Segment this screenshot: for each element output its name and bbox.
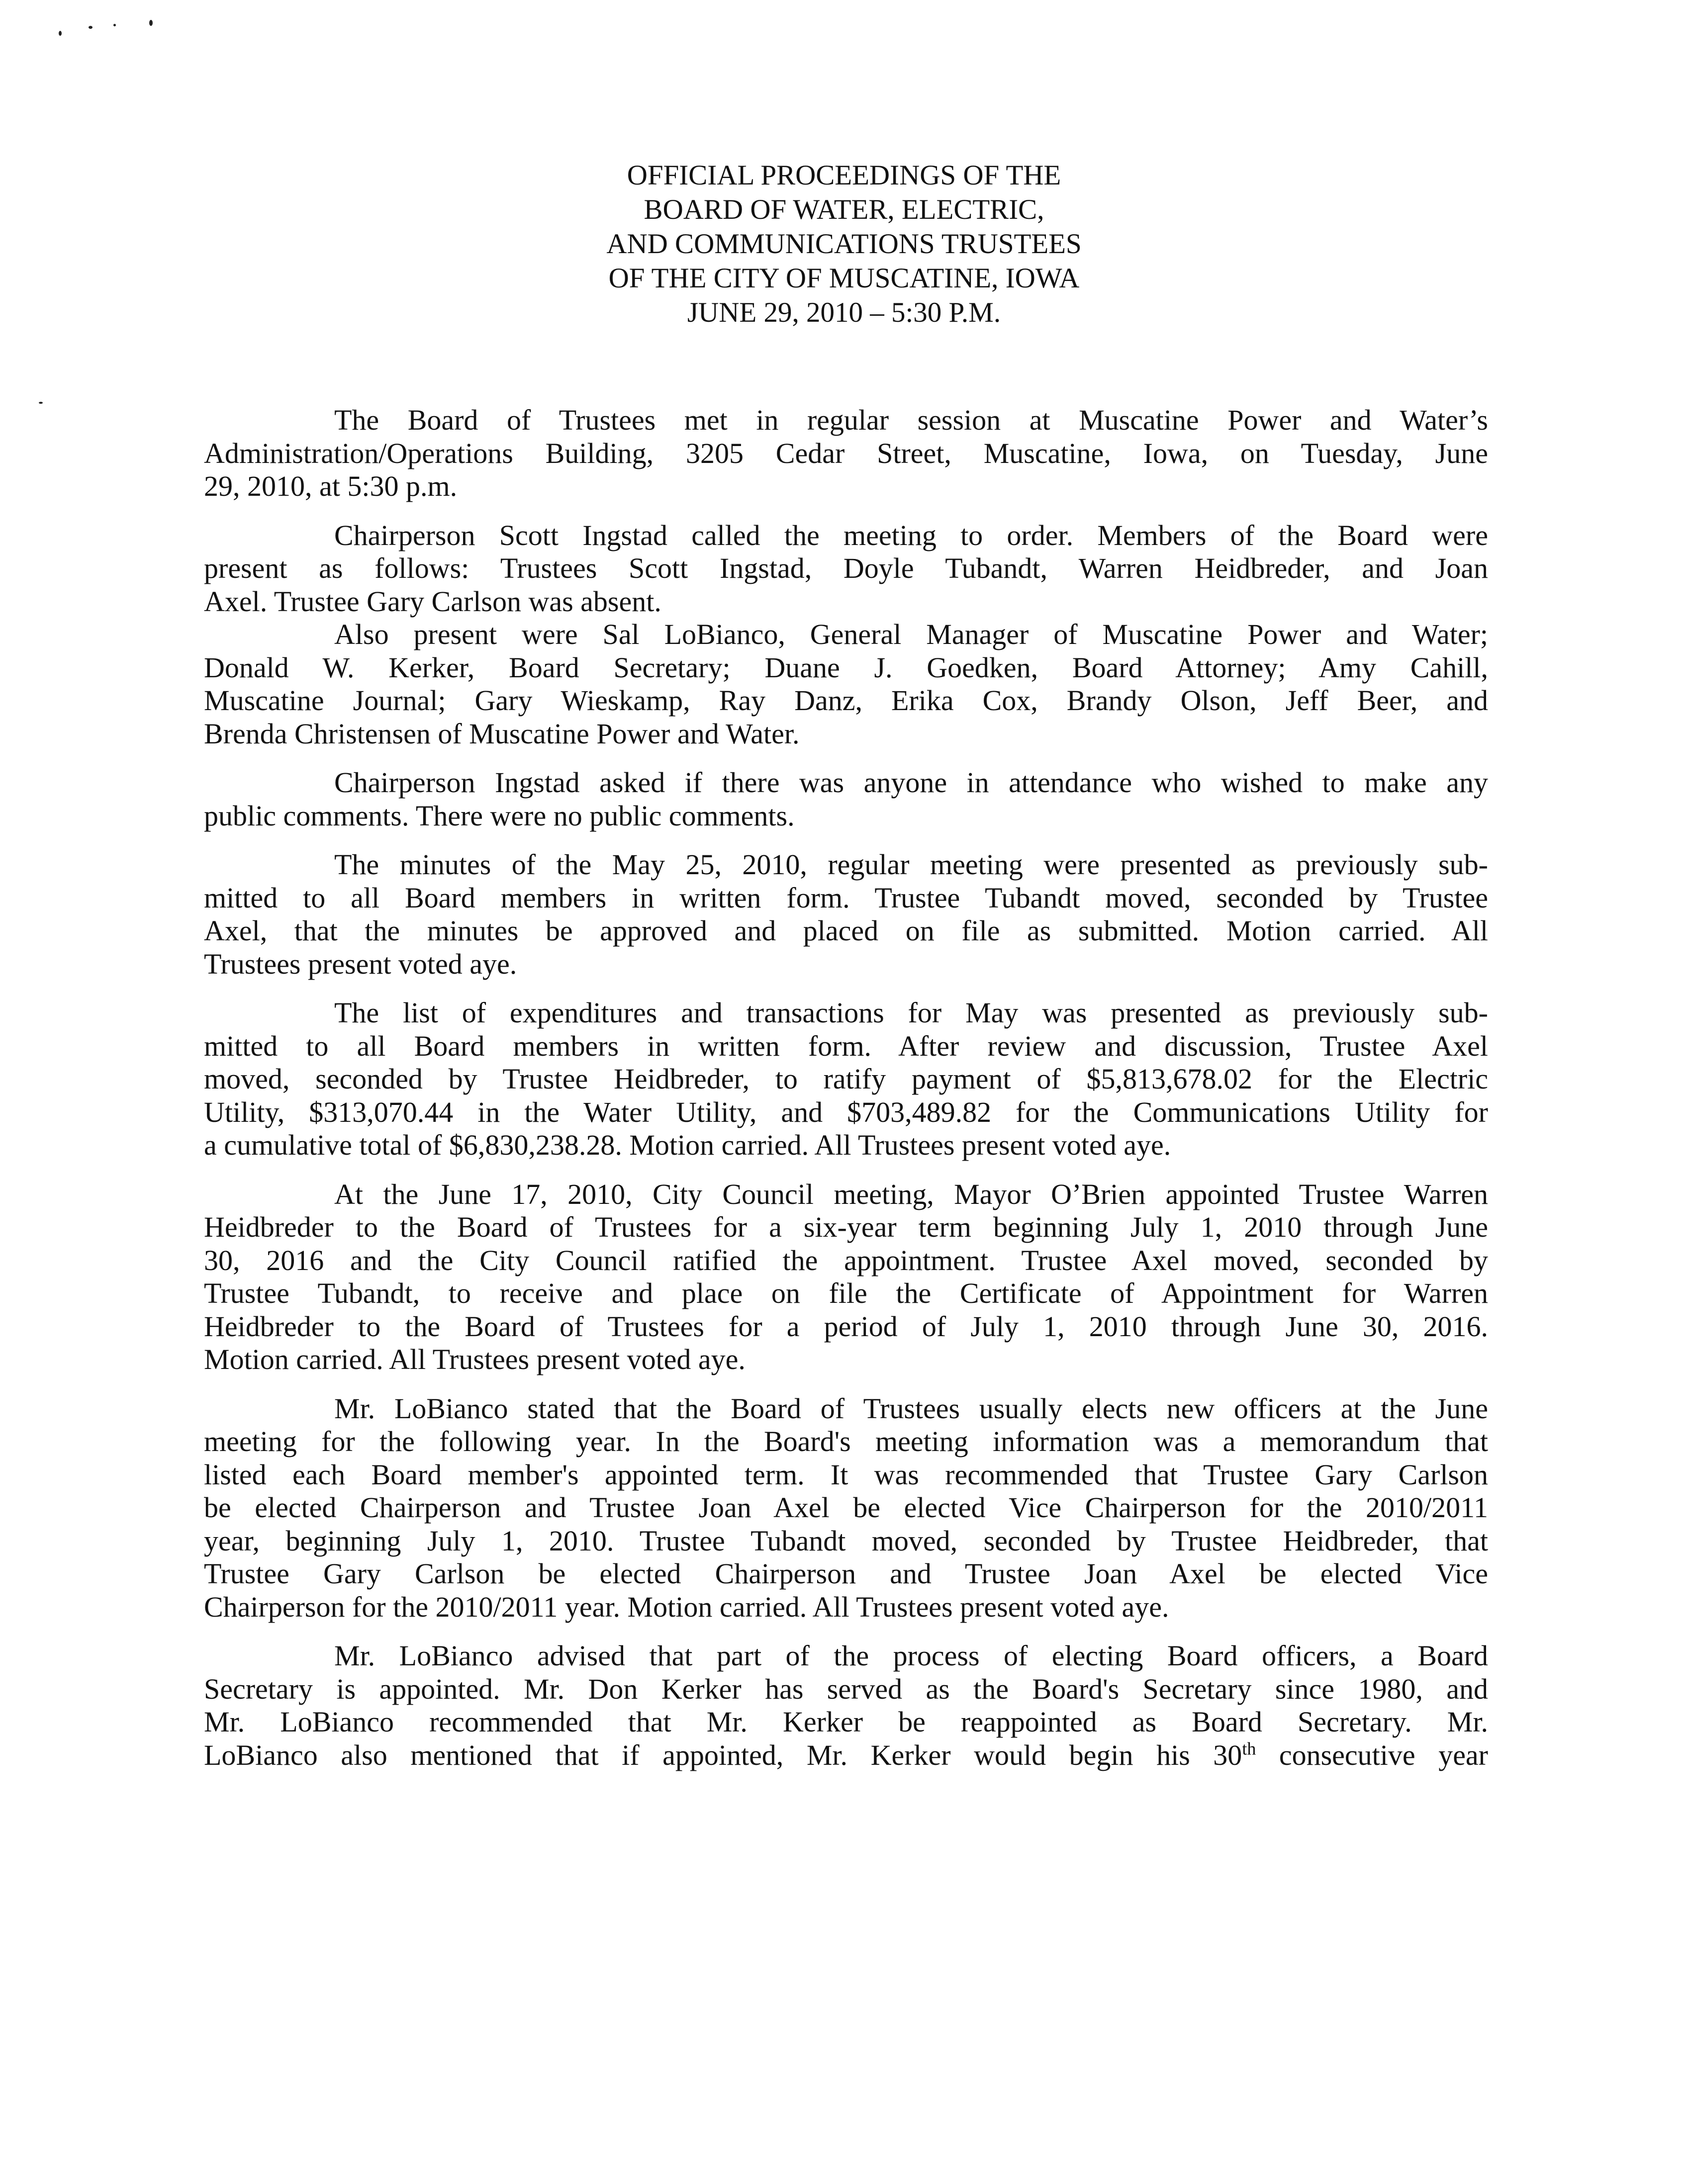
title-line: AND COMMUNICATIONS TRUSTEES xyxy=(606,228,1082,260)
title-line: BOARD OF WATER, ELECTRIC, xyxy=(644,194,1044,225)
paragraph xyxy=(204,618,1488,750)
paragraph xyxy=(204,519,1488,619)
text-line: public comments. There were no public comments. xyxy=(204,799,795,832)
text-line: Donald W. Kerker, Board Secretary; Duane J. Goedken, Board Attorney; Amy Cahill, xyxy=(204,651,1488,684)
text-line: Muscatine Journal; Gary Wieskamp, Ray Danz, Erika Cox, Brandy Olson, Jeff Beer, and xyxy=(204,684,1488,717)
paragraph xyxy=(204,1178,1488,1376)
text-line: meeting for the following year. In the Board's meeting information was a memorandum that xyxy=(204,1425,1488,1457)
paragraph xyxy=(204,997,1488,1162)
title-line: OFFICIAL PROCEEDINGS OF THE xyxy=(627,160,1061,191)
text-line: At the June 17, 2010, City Council meeting, Mayor O’Brien appointed Trustee Warren xyxy=(334,1178,1488,1210)
text-line xyxy=(204,1739,1488,1772)
text-line: mitted to all Board members in written form. Trustee Tubandt moved, seconded by Trustee xyxy=(204,881,1488,914)
text-segment: consecutive year xyxy=(1256,1738,1488,1771)
title-line: OF THE CITY OF MUSCATINE, IOWA xyxy=(608,263,1080,294)
text-line: Mr. LoBianco advised that part of the process of electing Board officers, a Board xyxy=(334,1639,1488,1672)
text-line: a cumulative total of $6,830,238.28. Motion carried. All Trustees present voted aye. xyxy=(204,1129,1171,1161)
text-line: Brenda Christensen of Muscatine Power and Water. xyxy=(204,717,800,750)
text-line: Heidbreder to the Board of Trustees for a six-year term beginning July 1, 2010 through June xyxy=(204,1211,1488,1243)
text-segment: LoBianco also mentioned that if appointed, Mr. Kerker would begin his 30 xyxy=(204,1738,1242,1771)
text-line: Mr. LoBianco stated that the Board of Trustees usually elects new officers at the June xyxy=(334,1392,1488,1425)
text-line: moved, seconded by Trustee Heidbreder, to ratify payment of $5,813,678.02 for the Electric xyxy=(204,1063,1488,1095)
text-line: be elected Chairperson and Trustee Joan Axel be elected Vice Chairperson for the 2010/2011 xyxy=(204,1491,1488,1524)
text-line: present as follows: Trustees Scott Ingstad, Doyle Tubandt, Warren Heidbreder, and Joan xyxy=(204,552,1488,584)
text-line: Axel. Trustee Gary Carlson was absent. xyxy=(204,585,661,618)
text-line: Axel, that the minutes be approved and placed on file as submitted. Motion carried. All xyxy=(204,914,1488,947)
text-line: Trustee Gary Carlson be elected Chairperson and Trustee Joan Axel be elected Vice xyxy=(204,1557,1488,1590)
text-line: Administration/Operations Building, 3205 Cedar Street, Muscatine, Iowa, on Tuesday, June xyxy=(204,437,1488,469)
text-line: 29, 2010, at 5:30 p.m. xyxy=(204,470,458,502)
paragraph xyxy=(204,848,1488,981)
scan-speck xyxy=(39,402,43,404)
paragraph xyxy=(204,1392,1488,1624)
document-body xyxy=(204,404,1488,1788)
text-line: 30, 2016 and the City Council ratified the appointment. Trustee Axel moved, seconded by xyxy=(204,1244,1488,1276)
text-line: The Board of Trustees met in regular session at Muscatine Power and Water’s xyxy=(334,404,1488,436)
text-line: Heidbreder to the Board of Trustees for a period of July 1, 2010 through June 30, 2016. xyxy=(204,1310,1488,1343)
text-line: Secretary is appointed. Mr. Don Kerker has served as the Board's Secretary since 1980, and xyxy=(204,1672,1488,1705)
text-line: Motion carried. All Trustees present voted aye. xyxy=(204,1343,746,1375)
text-line: listed each Board member's appointed term. It was recommended that Trustee Gary Carlson xyxy=(204,1458,1488,1491)
text-line: year, beginning July 1, 2010. Trustee Tubandt moved, seconded by Trustee Heidbreder, that xyxy=(204,1524,1488,1557)
document-title xyxy=(0,158,1688,330)
scan-speck xyxy=(59,31,62,36)
paragraph xyxy=(204,766,1488,832)
text-line: Trustee Tubandt, to receive and place on file the Certificate of Appointment for Warren xyxy=(204,1277,1488,1309)
text-line: The list of expenditures and transactions for May was presented as previously sub- xyxy=(334,997,1488,1029)
text-line: Trustees present voted aye. xyxy=(204,947,517,980)
text-line: Chairperson for the 2010/2011 year. Motion carried. All Trustees present voted aye. xyxy=(204,1590,1169,1623)
text-line: Chairperson Scott Ingstad called the meeting to order. Members of the Board were xyxy=(334,519,1488,551)
text-line: mitted to all Board members in written form. After review and discussion, Trustee Axel xyxy=(204,1029,1488,1062)
text-line: Chairperson Ingstad asked if there was anyone in attendance who wished to make any xyxy=(334,766,1488,799)
text-line: Mr. LoBianco recommended that Mr. Kerker be reappointed as Board Secretary. Mr. xyxy=(204,1706,1488,1738)
text-line: The minutes of the May 25, 2010, regular meeting were presented as previously sub- xyxy=(334,848,1488,881)
paragraph xyxy=(204,404,1488,503)
title-line: JUNE 29, 2010 – 5:30 P.M. xyxy=(687,297,1001,328)
scan-speck xyxy=(89,26,93,29)
text-line: Utility, $313,070.44 in the Water Utility, and $703,489.82 for the Communications Utility for xyxy=(204,1095,1488,1128)
ordinal-superscript: th xyxy=(1242,1738,1256,1759)
paragraph xyxy=(204,1639,1488,1772)
text-line: Also present were Sal LoBianco, General Manager of Muscatine Power and Water; xyxy=(334,618,1488,650)
scan-speck xyxy=(113,24,116,26)
scan-speck xyxy=(149,20,153,26)
